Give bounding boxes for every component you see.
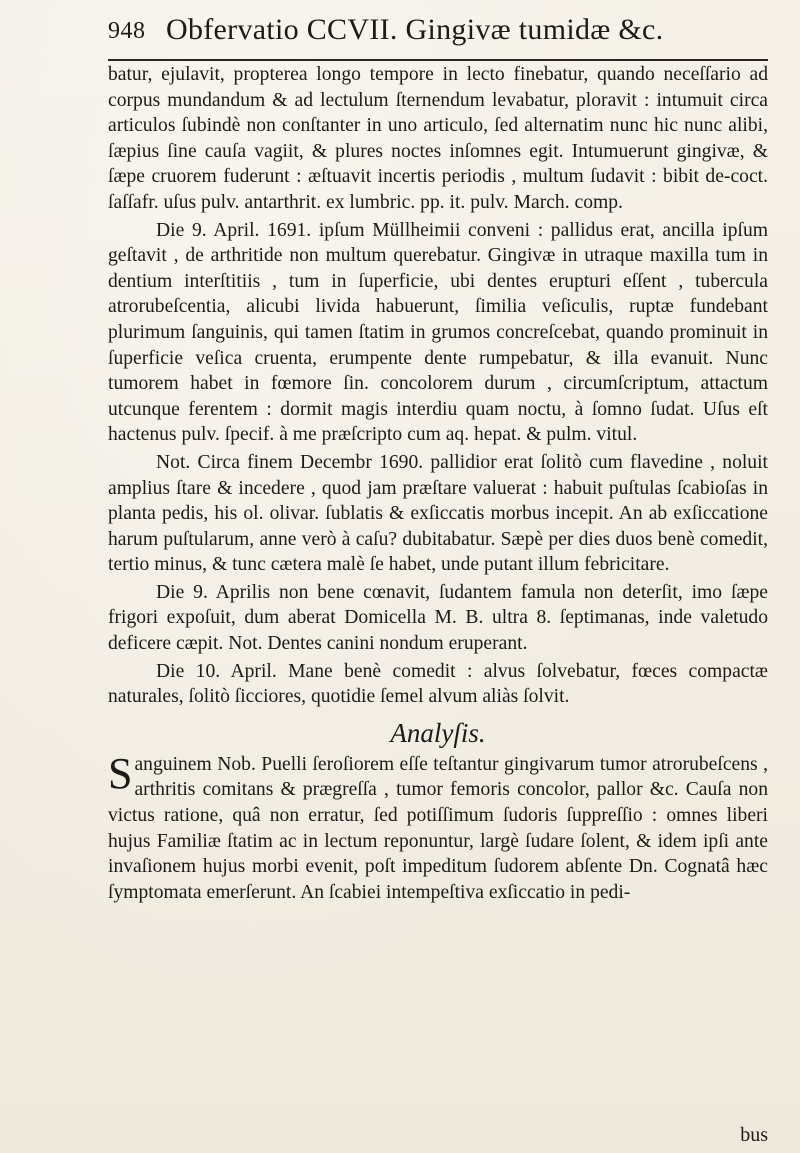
page-number: 948: [108, 18, 146, 44]
page-header: [108, 8, 768, 56]
header-rule: [108, 59, 768, 61]
paragraph-analysis: Sanguinem Nob. Puelli ſeroſiorem eſſe teſtantur gingivarum tumor atrorubeſcens , arthritis comitans & prægreſſa , tumor femoris concolor, pallor &c. Cauſa non victus ratione, quâ non erratur, ſed potiſſimum ſudoris ſuppreſſio : omnes liberi hujus Familiæ ſtatim ac in lectum reponuntur, largè ſudare ſolent, & idem ipſi ante invaſionem hujus morbi evenit, poſt impeditum ſudorem abſente Dn. Cognatâ hæc ſymptomata emerſerunt. An ſcabiei intempeſtiva exſiccatio in pedi-: [108, 748, 768, 903]
paragraph-continuation: batur, ejulavit, propterea longo tempore in lecto finebatur, quando neceſſario ad corpus mundandum & ad lectulum ſternendum levabatur, ploravit : intumuit circa articulos ſubindè non conſtanter in uno articulo, ſed alternatim nunc hic nunc alibi, ſæpius ſine cauſa vagiit, & plures noctes inſomnes egit. Intumuerunt gingivæ, & ſæpe cruorem fuderunt : æſtuavit incertis periodis , multum ſudavit : bibit de-coct. ſaſſafr. uſus pulv. antarthrit. ex lumbric. pp. it. pulv. March. comp.: [108, 64, 768, 213]
paragraph-note-december: Not. Circa finem Decembr 1690. pallidior erat ſolitò cum flavedine , noluit amplius ſtare & incedere , quod jam præſtare valuerat : habuit puſtulas ſcabioſas in planta pedis, his ol. olivar. ſublatis & exſiccatis morbus incepit. An ab exſiccatione harum puſtularum, anne verò à caſu? dubitabatur. Sæpè per dies duos benè comedit, tertio minus, & tunc cætera malè ſe habet, unde putant illum febricitare.: [108, 451, 768, 576]
paragraph-april-10: Die 10. April. Mane benè comedit : alvus ſolvebatur, fœces compactæ naturales, ſolitò ſicciores, quotidie ſemel alvum aliàs ſolvit.: [108, 660, 768, 708]
body-text: [108, 62, 768, 905]
catchword: bus: [740, 1124, 768, 1146]
running-title: Obfervatio CCVII. Gingivæ tumidæ &c.: [166, 13, 664, 46]
section-heading-analysis: Analyſis.: [390, 717, 486, 748]
paragraph-april-9-1691: Die 9. April. 1691. ipſum Müllheimii conveni : pallidus erat, ancilla ipſum geſtavit , de arthritide non multum querebatur. Gingivæ in utraque maxilla tum in dentium interſtitiis , tum in ſuperficie, ubi dentes erupturi eſſent , tubercula atrorubeſcentia, alicubi livida habuerunt, ſimilia veſiculis, ruptæ fundebant plurimum ſanguinis, qui tamen ſtatim in grumos concreſcebat, quando prominuit in ſuperficie veſica cruenta, erumpente dente rumpebatur, & illa evanuit. Nunc tumorem habet in fœmore ſin. concolorem durum , circumſcriptum, attactum utcunque ferentem : dormit magis interdiu quam noctu, à ſomno ſudat. Uſus eſt hactenus pulv. ſpecif. à me præſcripto cum aq. hepat. & pulm. vitul.: [108, 219, 768, 446]
paragraph-april-9: Die 9. Aprilis non bene cœnavit, ſudantem famula non deterſit, imo ſæpe frigori expoſuit, dum aberat Domicella M. B. ultra 8. ſeptimanas, inde valetudo deficere cæpit. Not. Dentes canini nondum eruperant.: [108, 581, 768, 655]
